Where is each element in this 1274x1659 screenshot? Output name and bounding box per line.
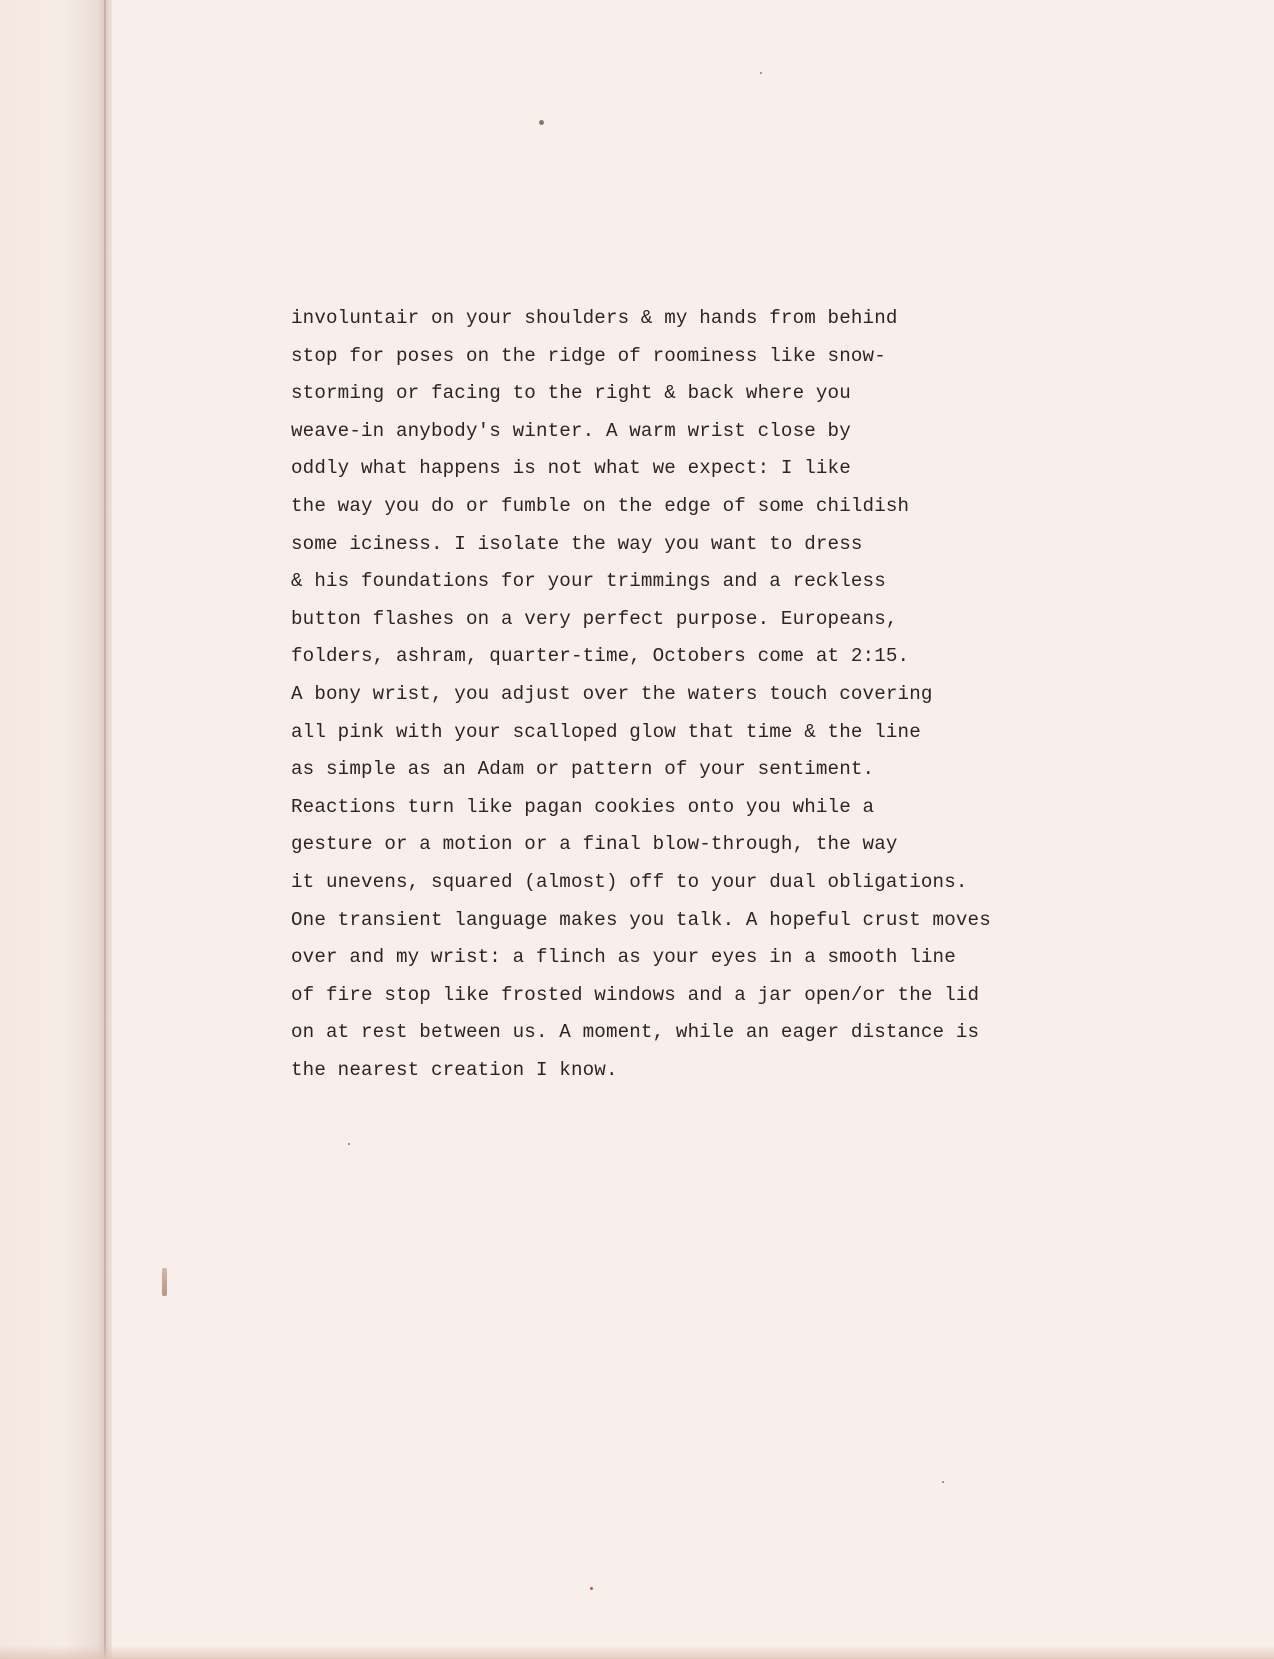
paper-speck (760, 72, 762, 74)
poem-line: & his foundations for your trimmings and a reckless (291, 570, 886, 593)
poem-line: oddly what happens is not what we expect: I like (291, 457, 851, 480)
poem-line: it unevens, squared (almost) off to your dual obligations. (291, 870, 968, 893)
poem-line: stop for poses on the ridge of roominess like snow- (291, 344, 886, 367)
paper-speck (590, 1587, 593, 1590)
paper-speck (539, 120, 544, 125)
binding-strip (0, 0, 106, 1659)
poem-body (291, 300, 1091, 1089)
poem-line: of fire stop like frosted windows and a jar open/or the lid (291, 983, 980, 1006)
paper-mark (162, 1268, 167, 1296)
page-bottom-edge (0, 1645, 1274, 1659)
poem-line: the way you do or fumble on the edge of some childish (291, 494, 910, 517)
poem-line: some iciness. I isolate the way you want to dress (291, 532, 863, 555)
paper-speck (348, 1143, 350, 1145)
poem-line: A bony wrist, you adjust over the waters touch covering (291, 682, 933, 705)
poem-line: One transient language makes you talk. A hopeful crust moves (291, 908, 991, 931)
poem-line: weave-in anybody's winter. A warm wrist close by (291, 419, 851, 442)
poem-line: gesture or a motion or a final blow-through, the way (291, 833, 898, 856)
poem-line: the nearest creation I know. (291, 1058, 618, 1081)
poem-line: all pink with your scalloped glow that time & the line (291, 720, 921, 743)
poem-line: button flashes on a very perfect purpose. Europeans, (291, 607, 898, 630)
poem-line: Reactions turn like pagan cookies onto you while a (291, 795, 875, 818)
poem-line: over and my wrist: a flinch as your eyes in a smooth line (291, 946, 956, 969)
poem-line: folders, ashram, quarter-time, Octobers come at 2:15. (291, 645, 910, 668)
poem-line: on at rest between us. A moment, while an eager distance is (291, 1021, 980, 1044)
poem-line: storming or facing to the right & back where you (291, 382, 851, 405)
poem-line: involuntair on your shoulders & my hands from behind (291, 307, 898, 329)
paper-speck (942, 1481, 944, 1483)
poem-line: as simple as an Adam or pattern of your sentiment. (291, 758, 875, 781)
